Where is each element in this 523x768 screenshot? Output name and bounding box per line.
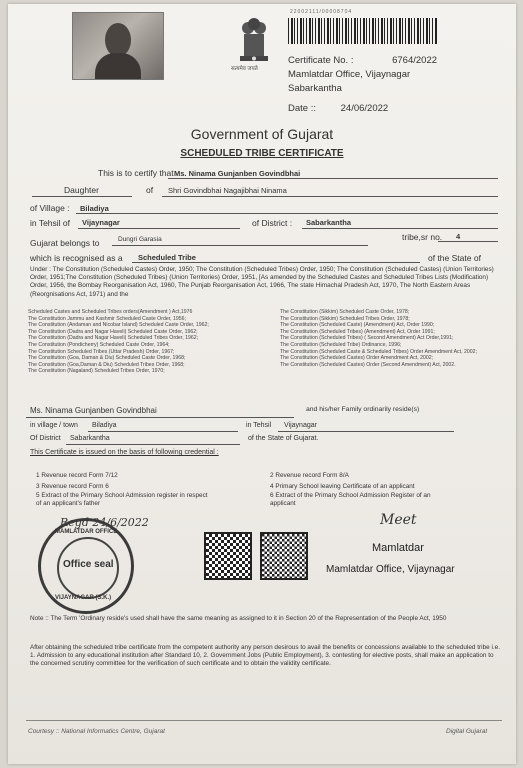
- tribe-no-underline: [438, 241, 498, 242]
- footer-brand: Digital Gujarat: [446, 728, 488, 735]
- credentials-left-list: [36, 470, 276, 508]
- certify-label: This is to certify that: [98, 168, 174, 178]
- tehsil-label: in Tehsil of: [30, 218, 71, 228]
- res-village-value: Biladiya: [92, 422, 117, 429]
- qr-code-icon: [204, 532, 252, 580]
- order-item: The Constitution (Sikkim) Scheduled Tribes Order, 1978;: [280, 315, 410, 322]
- district-value: Sabarkantha: [306, 218, 352, 227]
- order-item: The Constitution (Scheduled Caste) (Amendment) Act, Order 1990;: [280, 322, 435, 329]
- res-village-label: in village / town: [30, 422, 78, 429]
- order-item: The Constitution Scheduled Tribes (Uttar Pradesh) Order, 1967;: [28, 348, 175, 355]
- order-item: The Constitution (Scheduled Castes) Order Amendment Act, 2002;: [280, 355, 434, 362]
- resident-underline: [26, 417, 294, 418]
- res-district-value: Sabarkantha: [70, 435, 110, 442]
- order-item: The Constitution (Dadra and Nagar Haveli) Scheduled Caste Order, 1962;: [28, 328, 198, 335]
- recognised-value: Scheduled Tribe: [138, 253, 196, 262]
- credential-item: 3 Revenue record Form 6: [36, 483, 109, 490]
- village-value: Biladiya: [80, 204, 109, 213]
- order-item: The Constitution (Goa, Daman & Diu) Scheduled Caste Order, 1968;: [28, 355, 186, 362]
- order-item: The Constitution (Scheduled Castes) Order (Second Amendment) Act, 2002.: [280, 361, 456, 368]
- community-underline: [112, 245, 368, 246]
- handwritten-registration: Regd 24/6/2022: [60, 516, 149, 529]
- office-stamp: [38, 518, 134, 614]
- res-tehsil-underline: [278, 431, 454, 432]
- orders-left-list: [28, 309, 268, 375]
- government-title: Government of Gujarat: [190, 126, 334, 142]
- order-item: The Constitution (Scheduled Tribes) (Amendment) Act, Order 1991;: [280, 328, 435, 335]
- relation: Daughter: [64, 185, 99, 195]
- credential-item: 5 Extract of the Primary School Admission register in respect: [36, 492, 208, 499]
- res-state-label: of the State of Gujarat.: [248, 435, 319, 442]
- certificate-no: 6764/2022: [392, 55, 438, 66]
- footer-courtesy: Courtesy :: National Informatics Centre, Gujarat: [28, 728, 165, 735]
- emblem-caption: सत्यमेव जयते: [231, 66, 258, 72]
- village-underline: [76, 213, 498, 214]
- stamp-center-text: Office seal: [63, 559, 114, 570]
- res-tehsil-label: in Tehsil: [246, 422, 272, 429]
- signatory-office: Mamlatdar Office, Vijaynagar: [326, 564, 455, 575]
- order-item: The Constitution (Scheduled Tribes) ( Second Amendment) Act Order,1991;: [280, 335, 454, 342]
- tribe-no-value: 4: [456, 232, 461, 241]
- stamp-top-text: MAMLATDAR OFFICE: [55, 529, 118, 535]
- order-item: The Constitution Jammu and Kashmir Scheduled Caste Order, 1956;: [28, 315, 187, 322]
- photo-body: [95, 53, 141, 79]
- certificate-heading: SCHEDULED TRIBE CERTIFICATE: [180, 148, 344, 159]
- order-item: The Constitution (Dadra and Nagar Haveli) Scheduled Tribes Order, 1962;: [28, 335, 199, 342]
- res-district-label: Of District: [30, 435, 61, 442]
- person-name: Ms. Ninama Gunjanben Govindbhai: [174, 169, 301, 178]
- belongs-label: Gujarat belongs to: [30, 238, 100, 248]
- credential-item: 6 Extract of the Primary School Admission Register of an: [270, 492, 431, 499]
- order-item: The Constitution (Andaman and Nicobar Island) Scheduled Caste Order, 1962;: [28, 322, 209, 329]
- order-item: The Constitution (Scheduled Tribe) Ordinance, 1996;: [280, 341, 402, 348]
- credential-item: 2 Revenue record Form 8/A: [270, 472, 349, 479]
- certificate-no-label: Certificate No. :: [288, 55, 354, 66]
- footer-divider: [26, 720, 502, 721]
- res-district-underline: [66, 444, 240, 445]
- credential-item: 4 Primary School leaving Certificate of an applicant: [270, 483, 415, 490]
- officer-signature: Meet: [380, 512, 417, 528]
- relation-underline: [32, 196, 132, 197]
- order-item: Scheduled Castes and Scheduled Tribes orders(Amendment ) Act,1976: [28, 309, 193, 315]
- district-underline: [302, 228, 498, 229]
- recognised-underline: [132, 262, 420, 263]
- barcode-number: 22002111/00008704: [290, 9, 353, 15]
- order-item: The Constitution (Nagaland) Scheduled Tribes Order, 1970;: [28, 368, 165, 375]
- credential-item: applicant: [270, 500, 296, 507]
- credentials-label: This Certificate is issued on the basis of following credential :: [30, 449, 219, 456]
- after-paragraph: After obtaining the scheduled tribe certificate from the competent authority any person desirous to avail the benefits or concessions available to the scheduled tribe i.e. 1. Admission to any educational institution after Standard 10, 2. Government Jobs (Public Employment), 3. contesting for elective posts, shall make an application to the concerned scrutiny committee for the verification of such certificate and to obtain the validity certificate.: [30, 644, 500, 668]
- of-label: of: [146, 185, 154, 195]
- res-tehsil-value: Vijaynagar: [284, 422, 317, 429]
- credentials-right-list: [270, 470, 506, 508]
- orders-right-list: [280, 309, 504, 368]
- community-value: Dungri Garasia: [118, 236, 162, 243]
- qr-code-icon: [260, 532, 308, 580]
- issuing-district: Sabarkantha: [288, 83, 342, 94]
- applicant-photo: [72, 12, 164, 80]
- tribe-no-label: tribe,sr no.: [402, 232, 443, 242]
- certificate-paper: [8, 4, 516, 764]
- certificate-number-row: [288, 54, 437, 67]
- order-item: The Constitution (Sikkim) Scheduled Caste Order, 1978;: [280, 309, 410, 315]
- stamp-bottom-text: VIJAYNAGAR (S.K.): [55, 595, 112, 601]
- credential-item: of an applicant's father: [36, 500, 101, 507]
- issue-date: 24/06/2022: [340, 103, 389, 114]
- order-item: The Constitution (Goa,Daman & Diu) Scheduled Tribes Order, 1968;: [28, 361, 185, 368]
- issuing-office: Mamlatdar Office, Vijaynagar: [288, 69, 411, 80]
- res-village-underline: [88, 431, 238, 432]
- date-label: Date ::: [288, 103, 316, 114]
- order-item: The Constitution (Pondicherry) Scheduled Caste Order, 1964;: [28, 341, 170, 348]
- order-item: The Constitution (Scheduled Caste & Scheduled Tribes) Order Amendment Act, 2002;: [280, 348, 477, 355]
- signatory-title: Mamlatdar: [372, 542, 424, 554]
- resident-name: Ms. Ninama Gunjanben Govindbhai: [30, 406, 157, 415]
- tehsil-value: Vijaynagar: [82, 218, 120, 227]
- district-label: of District :: [252, 218, 293, 228]
- credential-item: 1 Revenue record Form 7/12: [36, 472, 118, 479]
- photo-face: [105, 23, 131, 57]
- recognised-label: which is recognised as a: [30, 253, 123, 263]
- state-label: of the State of: [428, 253, 481, 263]
- family-label: and his/her Family ordinarily reside(s): [306, 406, 420, 413]
- note-paragraph: Note :: The Term 'Ordinary reside's used shall have the same meaning as assigned to it in Section 20 of the Representation of the People Act, 1950: [30, 615, 447, 622]
- parent-underline: [162, 196, 498, 197]
- orders-paragraph: Under : The Constitution (Scheduled Castes) Order, 1950; The Constitution (Scheduled Tribes) Order, 1950; The Constitution (Scheduled Castes) (Union Territories) Order, 1951;The Constitution (Scheduled Tribes) (Union Territories) Order, 1951, [As amended by the Scheduled Castes and Scheduled Tribes Lists (Modification) Order, 1956, the Bombay Reorganisation Act, 1960, The Punjab Reorganisation Act, 1966, The state Himachal Pradesh Act, 1970, The North Eastern Areas (Reorgnisations Act, 1971) and the: [30, 266, 494, 298]
- date-row: [288, 102, 388, 115]
- village-label: of Village :: [30, 203, 70, 213]
- name-underline: [168, 178, 498, 179]
- barcode: [288, 18, 438, 44]
- parent-name: Shri Govindbhai Nagajibhai Ninama: [168, 186, 287, 195]
- tehsil-underline: [78, 228, 240, 229]
